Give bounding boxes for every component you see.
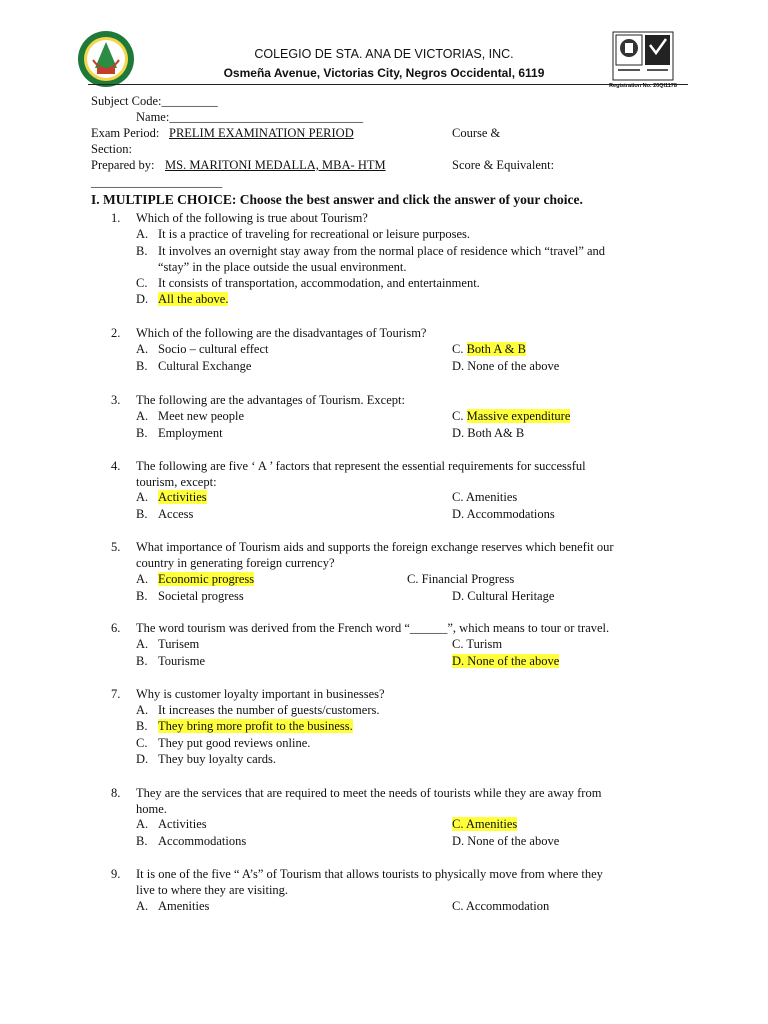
option-text: Turisem — [158, 637, 200, 651]
prepared-by-label: Prepared by: — [91, 158, 155, 172]
option-b[interactable] — [136, 244, 605, 259]
option-letter: D. — [452, 654, 465, 668]
option-text: They buy loyalty cards. — [158, 752, 277, 766]
section-title: I. MULTIPLE CHOICE: — [91, 192, 237, 207]
option-text: Socio – cultural effect — [158, 342, 269, 356]
option-text: None of the above — [467, 359, 560, 373]
option-text: It consists of transportation, accommodation, and entertainment. — [158, 276, 480, 290]
option-letter: C. — [452, 817, 464, 831]
option-c[interactable] — [407, 572, 514, 587]
option-a[interactable] — [136, 342, 269, 357]
option-a[interactable] — [136, 703, 379, 718]
question-text-line-1: What importance of Tourism aids and supports the foreign exchange reserves which benefit our — [136, 540, 614, 554]
option-letter: B. — [136, 589, 148, 603]
option-d[interactable] — [452, 426, 524, 441]
option-letter: C. — [407, 572, 419, 586]
option-c[interactable] — [452, 409, 570, 424]
option-letter: D. — [452, 507, 465, 521]
blank-line: _____________________ — [91, 175, 223, 189]
question-text: Which of the following is true about Tourism? — [136, 211, 368, 225]
option-c[interactable] — [452, 637, 502, 652]
option-text: Activities — [158, 817, 207, 831]
question-number: 5. — [111, 540, 121, 554]
option-d[interactable] — [452, 507, 555, 522]
option-a[interactable] — [136, 817, 207, 832]
question-text: The word tourism was derived from the French word “______”, which means to tour or travel. — [136, 621, 610, 635]
option-text-highlighted: Activities — [158, 490, 207, 504]
question-number: 1. — [111, 211, 121, 225]
question-text-line-2: home. — [136, 802, 167, 816]
option-text-highlighted: Both A & B — [466, 342, 526, 356]
question-text-line-1: They are the services that are required to meet the needs of tourists while they are away from — [136, 786, 602, 800]
section-heading — [91, 192, 583, 208]
school-name: COLEGIO DE STA. ANA DE VICTORIAS, INC. — [254, 47, 514, 61]
option-letter: D. — [452, 426, 465, 440]
header-divider — [88, 84, 688, 85]
option-text: It is a practice of traveling for recreational or leisure purposes. — [158, 227, 471, 241]
subject-code: Subject Code:_________ — [91, 94, 218, 108]
option-text: Amenities — [158, 899, 210, 913]
option-b[interactable] — [136, 719, 353, 734]
question-number: 6. — [111, 621, 121, 635]
option-letter: B. — [136, 426, 148, 440]
option-letter: A. — [136, 490, 149, 504]
section-label: Section: — [91, 142, 132, 156]
option-text-highlighted: They bring more profit to the business. — [158, 719, 353, 733]
option-letter: D. — [452, 359, 465, 373]
option-text: Tourisme — [158, 654, 206, 668]
question-number: 9. — [111, 867, 121, 881]
question-number: 3. — [111, 393, 121, 407]
option-letter: A. — [136, 409, 149, 423]
option-letter: B. — [136, 359, 148, 373]
option-text: None of the above — [467, 834, 560, 848]
option-c[interactable] — [136, 276, 480, 291]
exam-period-value: PRELIM EXAMINATION PERIOD — [169, 126, 354, 140]
option-a[interactable] — [136, 227, 470, 242]
prepared-by-value: MS. MARITONI MEDALLA, MBA- HTM — [165, 158, 386, 172]
option-text-highlighted: Economic progress — [158, 572, 255, 586]
option-letter: D. — [136, 292, 149, 306]
option-c[interactable] — [452, 817, 517, 832]
option-b[interactable] — [136, 507, 193, 522]
option-letter: A. — [136, 637, 149, 651]
option-d[interactable] — [452, 589, 554, 604]
option-b-continued[interactable] — [136, 260, 407, 275]
option-text: They put good reviews online. — [158, 736, 311, 750]
option-b[interactable] — [136, 589, 244, 604]
option-text: Accommodations — [158, 834, 247, 848]
option-a[interactable] — [136, 409, 244, 424]
option-letter: A. — [136, 572, 149, 586]
option-letter: B. — [136, 834, 148, 848]
certification-logo — [612, 31, 674, 81]
option-a[interactable] — [136, 637, 199, 652]
option-text: It increases the number of guests/customers. — [158, 703, 380, 717]
option-letter: C. — [136, 276, 148, 290]
option-text: Both A& B — [467, 426, 525, 440]
option-letter: D. — [136, 752, 149, 766]
question-text: The following are the advantages of Tourism. Except: — [136, 393, 405, 407]
question-text-line-2: country in generating foreign currency? — [136, 556, 335, 570]
option-text-highlighted: All the above. — [158, 292, 229, 306]
option-letter: B. — [136, 719, 148, 733]
question-text-line-2: live to where they are visiting. — [136, 883, 289, 897]
option-letter: A. — [136, 703, 149, 717]
question-number: 2. — [111, 326, 121, 340]
option-b[interactable] — [136, 654, 205, 669]
option-letter: C. — [452, 637, 464, 651]
course-label: Course & — [452, 126, 501, 140]
option-text: Access — [158, 507, 194, 521]
option-text: It involves an overnight stay away from the normal place of residence which “travel” and — [158, 244, 606, 258]
option-letter: A. — [136, 817, 149, 831]
option-letter: C. — [452, 342, 464, 356]
option-letter: B. — [136, 507, 148, 521]
section-instruction: Choose the best answer and click the answer of your choice. — [239, 192, 583, 207]
option-text: “stay” in the place outside the usual environment. — [158, 260, 407, 274]
question-text: Which of the following are the disadvantages of Tourism? — [136, 326, 427, 340]
question-text-line-1: The following are five ‘ A ’ factors that represent the essential requirements for successful — [136, 459, 586, 473]
option-b[interactable] — [136, 426, 223, 441]
option-letter: D. — [452, 589, 465, 603]
option-text: Accommodation — [465, 899, 550, 913]
option-text-highlighted: Massive expenditure — [466, 409, 571, 423]
option-text: Turism — [466, 637, 503, 651]
option-d[interactable] — [136, 292, 228, 307]
option-d[interactable] — [452, 834, 559, 849]
question-number: 4. — [111, 459, 121, 473]
option-text: Societal progress — [158, 589, 244, 603]
option-d[interactable] — [136, 752, 276, 767]
option-text-highlighted: Amenities — [465, 817, 518, 831]
option-c[interactable] — [136, 736, 310, 751]
option-c[interactable] — [452, 490, 517, 505]
option-letter: B. — [136, 244, 148, 258]
score-label: Score & Equivalent: — [452, 158, 555, 172]
option-letter: C. — [136, 736, 148, 750]
question-number: 7. — [111, 687, 121, 701]
question-text-line-2: tourism, except: — [136, 475, 217, 489]
registration-number: Registration No. 20QI1178 — [609, 83, 677, 89]
name-field: Name:_______________________________ — [136, 110, 364, 124]
option-text: Employment — [158, 426, 223, 440]
option-letter: A. — [136, 899, 149, 913]
option-c[interactable] — [452, 899, 549, 914]
option-letter: B. — [136, 654, 148, 668]
option-text: Accommodations — [466, 507, 555, 521]
exam-period-label: Exam Period: — [91, 126, 160, 140]
option-letter: C. — [452, 899, 464, 913]
option-a[interactable] — [136, 490, 207, 505]
option-letter: C. — [452, 490, 464, 504]
option-letter: D. — [452, 834, 465, 848]
question-number: 8. — [111, 786, 121, 800]
option-d[interactable] — [452, 654, 559, 669]
option-b[interactable] — [136, 359, 251, 374]
option-c[interactable] — [452, 342, 526, 357]
option-text: Financial Progress — [421, 572, 515, 586]
option-a[interactable] — [136, 899, 209, 914]
option-a[interactable] — [136, 572, 254, 587]
option-text: Meet new people — [158, 409, 245, 423]
option-text-highlighted: None of the above — [467, 654, 560, 668]
question-text-line-1: It is one of the five “ A’s” of Tourism that allows tourists to physically move from where they — [136, 867, 603, 881]
option-letter: A. — [136, 342, 149, 356]
option-text: Cultural Heritage — [467, 589, 555, 603]
option-b[interactable] — [136, 834, 246, 849]
option-letter: C. — [452, 409, 464, 423]
school-address: Osmeña Avenue, Victorias City, Negros Occidental, 6119 — [223, 66, 545, 80]
option-d[interactable] — [452, 359, 559, 374]
option-text: Cultural Exchange — [158, 359, 252, 373]
option-text: Amenities — [465, 490, 518, 504]
option-letter: A. — [136, 227, 149, 241]
question-text: Why is customer loyalty important in businesses? — [136, 687, 385, 701]
